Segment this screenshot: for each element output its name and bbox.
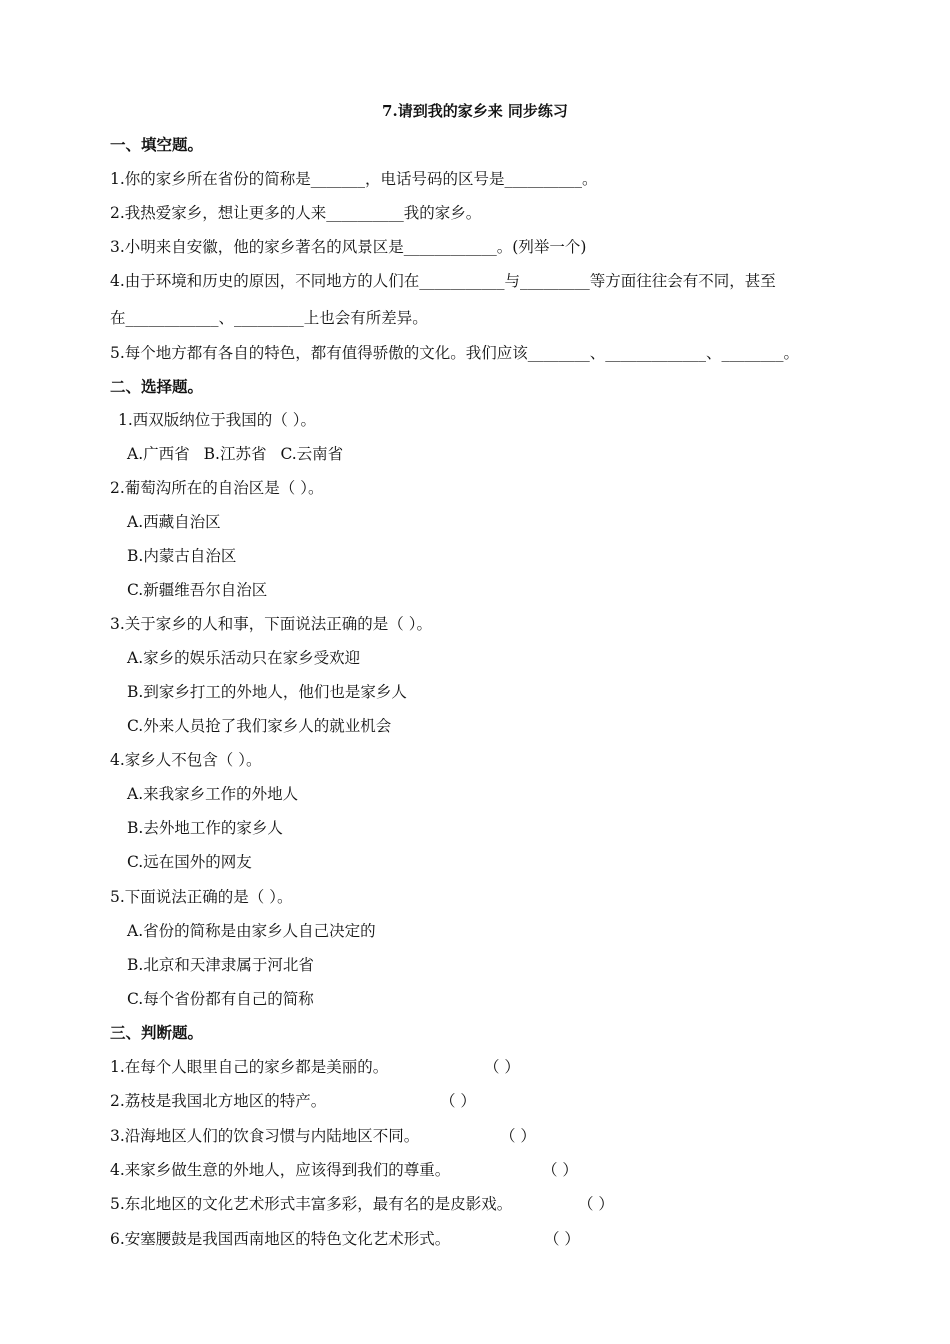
judge-item: 4.来家乡做生意的外地人，应该得到我们的尊重。 — [110, 1161, 451, 1179]
answer-paren: （ ） — [500, 1127, 536, 1145]
option-a: A.省份的简称是由家乡人自己决定的 — [127, 922, 376, 940]
option-a: A.广西省 — [127, 445, 190, 463]
option-c: C.远在国外的网友 — [127, 853, 252, 871]
answer-paren: （ ） — [440, 1092, 476, 1110]
question-choice-4: 4.家乡人不包含（ ）。 — [110, 751, 262, 769]
judge-item: 1.在每个人眼里自己的家乡都是美丽的。 — [110, 1058, 389, 1076]
judge-item: 6.安塞腰鼓是我国西南地区的特色文化艺术形式。 — [110, 1230, 451, 1248]
page-title: 7.请到我的家乡来 同步练习 — [382, 102, 568, 120]
question-fill-4-line2: 在____________、_________上也会有所差异。 — [110, 309, 428, 327]
choice-1-options — [127, 443, 343, 465]
option-b: B.内蒙古自治区 — [127, 547, 237, 565]
option-a: A.家乡的娱乐活动只在家乡受欢迎 — [127, 649, 361, 667]
option-a: A.西藏自治区 — [127, 513, 221, 531]
option-c: C.每个省份都有自己的简称 — [127, 990, 314, 1008]
judge-item: 3.沿海地区人们的饮食习惯与内陆地区不同。 — [110, 1127, 420, 1145]
option-c: C.云南省 — [280, 445, 344, 463]
answer-paren: （ ） — [484, 1058, 520, 1076]
option-b: B.江苏省 — [203, 445, 267, 463]
judge-item: 2.荔枝是我国北方地区的特产。 — [110, 1092, 327, 1110]
answer-paren: （ ） — [542, 1161, 578, 1179]
question-fill-2: 2.我热爱家乡，想让更多的人来__________我的家乡。 — [110, 204, 482, 222]
question-choice-5: 5.下面说法正确的是（ ）。 — [110, 888, 293, 906]
option-b: B.到家乡打工的外地人，他们也是家乡人 — [127, 683, 407, 701]
section-heading-judge: 三、判断题。 — [110, 1023, 204, 1042]
option-a: A.来我家乡工作的外地人 — [127, 785, 299, 803]
question-choice-3: 3.关于家乡的人和事，下面说法正确的是（ ）。 — [110, 615, 432, 633]
section-heading-choice: 二、选择题。 — [110, 377, 204, 396]
option-b: B.去外地工作的家乡人 — [127, 819, 283, 837]
judge-item: 5.东北地区的文化艺术形式丰富多彩，最有名的是皮影戏。 — [110, 1195, 513, 1213]
section-heading-fill-blank: 一、填空题。 — [110, 135, 204, 154]
question-fill-4-line1: 4.由于环境和历史的原因，不同地方的人们在___________与_________等方面往往会有不同，甚至 — [110, 272, 776, 290]
option-c: C.新疆维吾尔自治区 — [127, 581, 268, 599]
option-c: C.外来人员抢了我们家乡人的就业机会 — [127, 717, 392, 735]
answer-paren: （ ） — [544, 1230, 580, 1248]
question-fill-3: 3.小明来自安徽，他的家乡著名的风景区是____________。(列举一个) — [110, 238, 587, 256]
question-fill-5: 5.每个地方都有各自的特色，都有值得骄傲的文化。我们应该________、_____________、________。 — [110, 344, 800, 362]
question-fill-1: 1.你的家乡所在省份的简称是_______，电话号码的区号是__________。 — [110, 170, 598, 188]
question-choice-2: 2.葡萄沟所在的自治区是（ ）。 — [110, 479, 324, 497]
option-b: B.北京和天津隶属于河北省 — [127, 956, 314, 974]
answer-paren: （ ） — [578, 1195, 614, 1213]
question-choice-1: 1.西双版纳位于我国的（ ）。 — [118, 411, 316, 429]
